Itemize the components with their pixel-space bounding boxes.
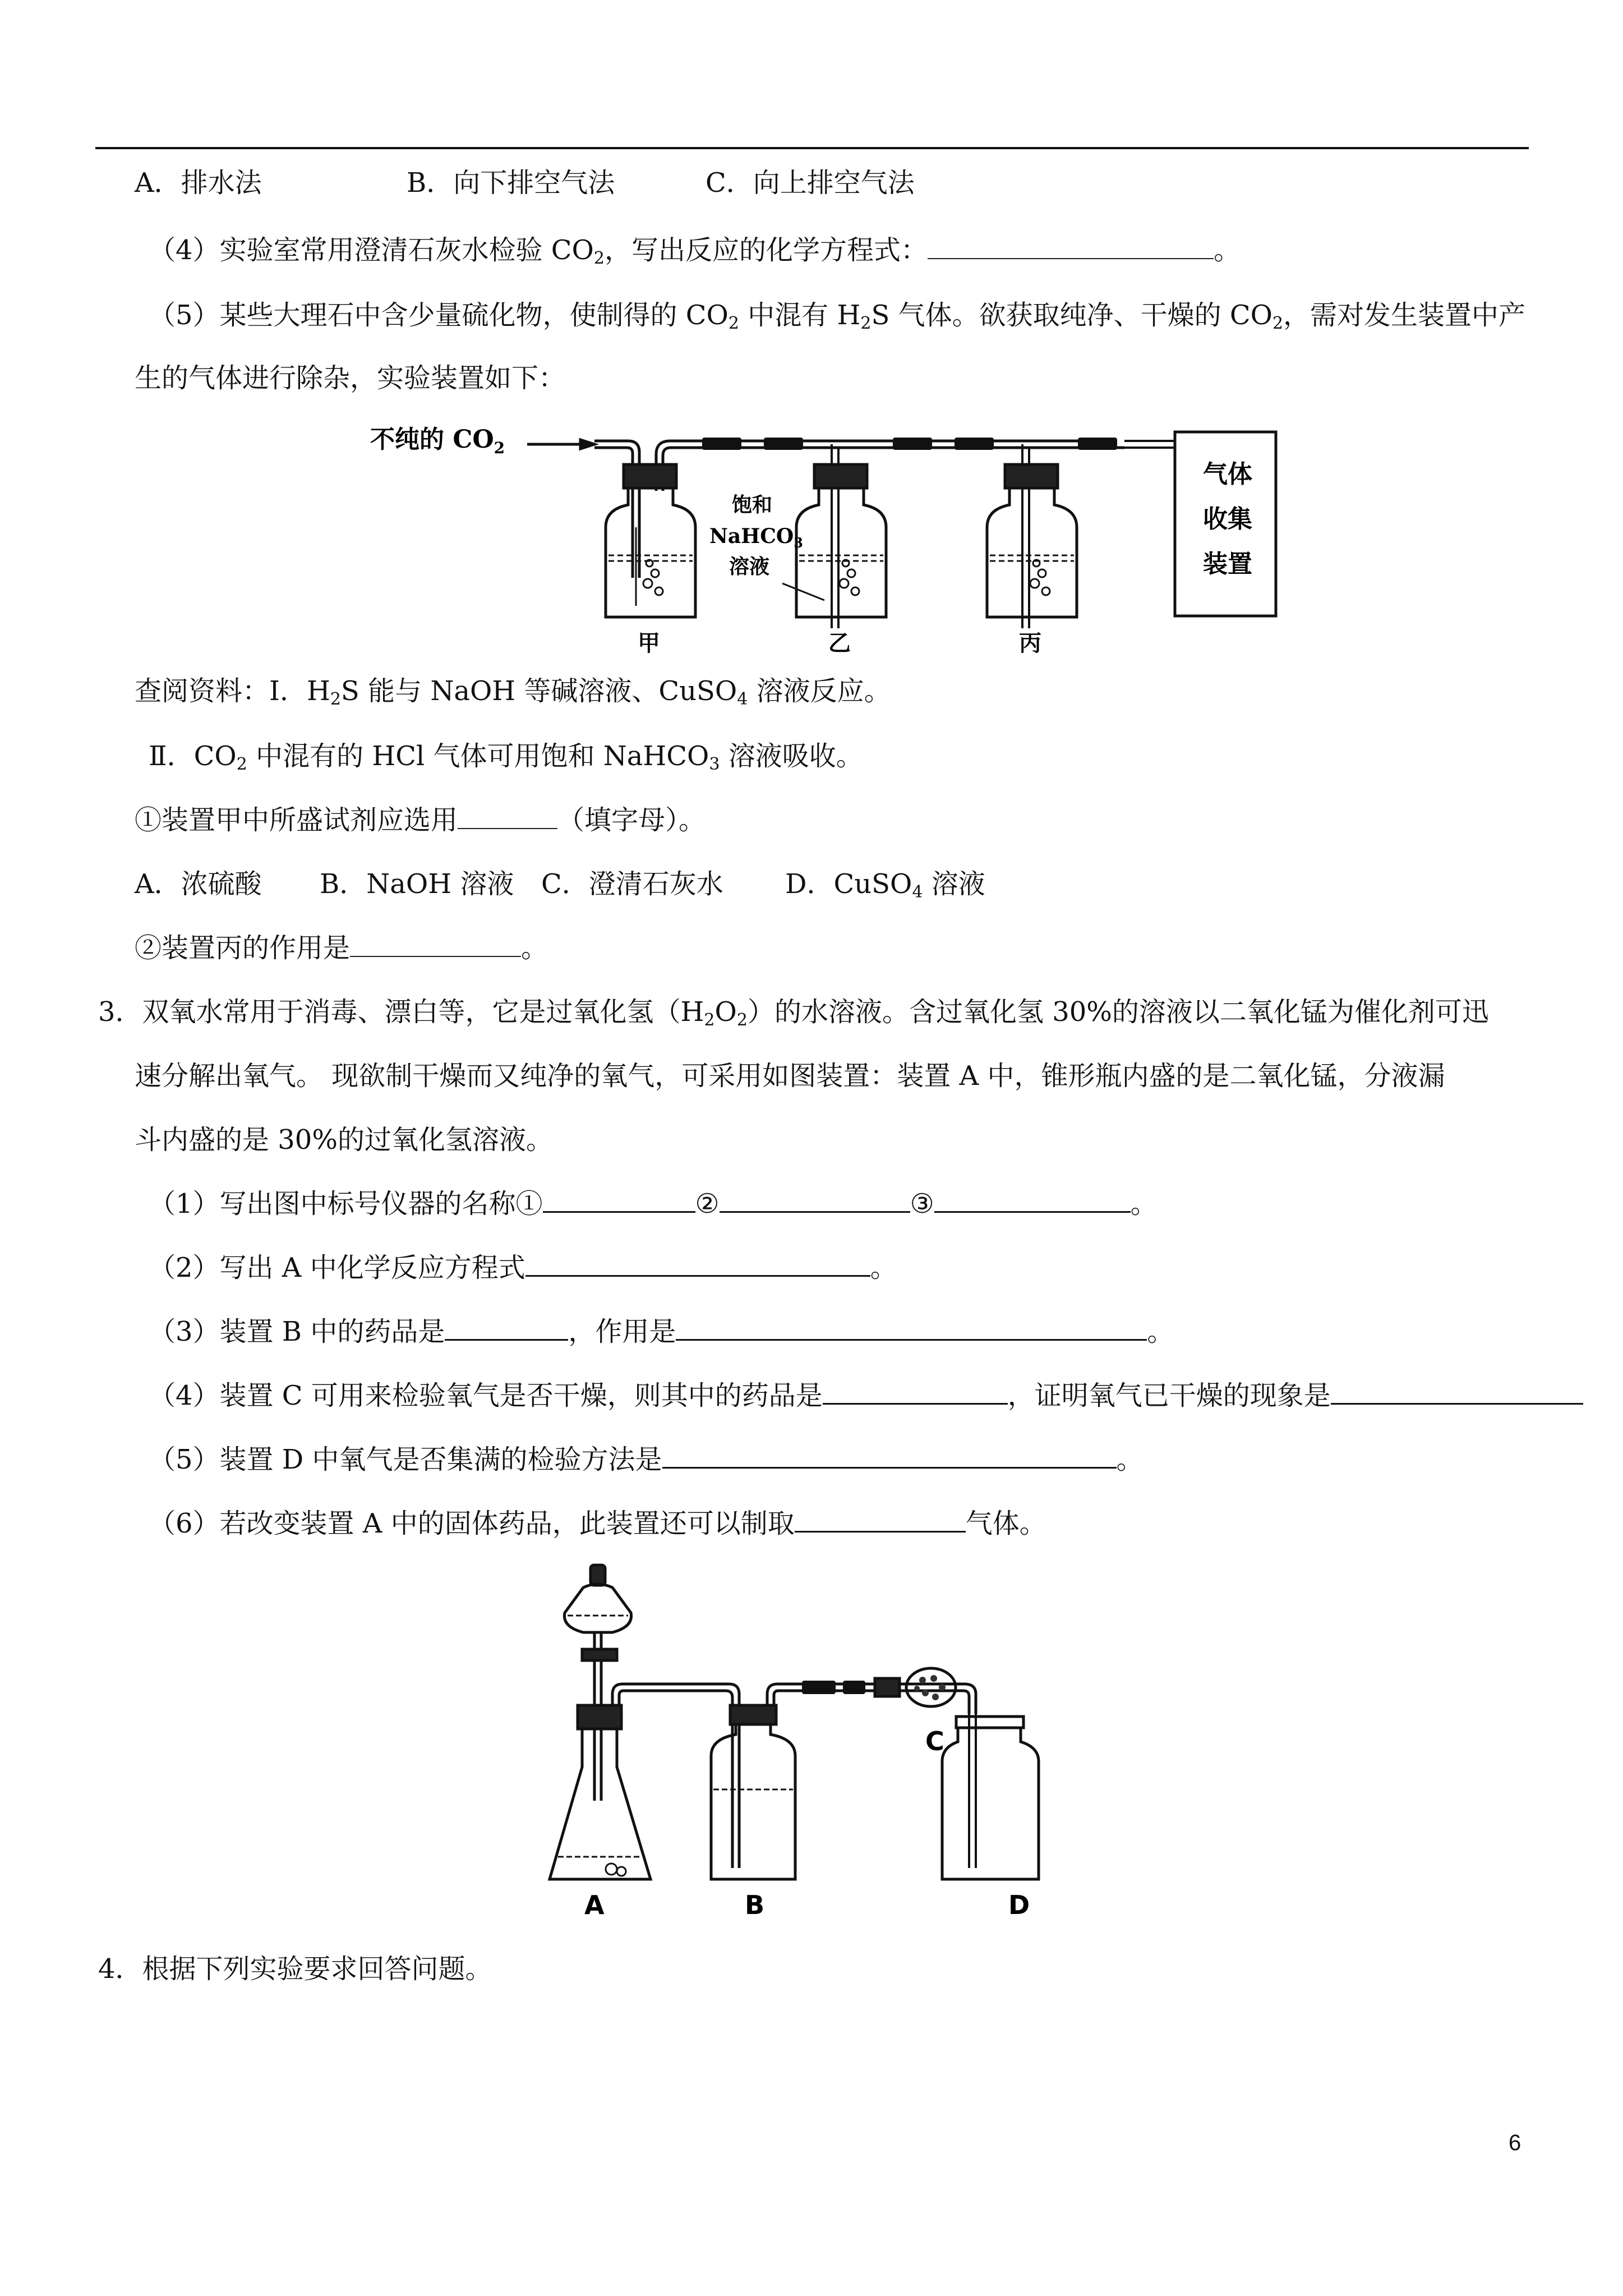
reagent-label-2: NaHCO$_3$: [709, 524, 803, 551]
question-3-3: [149, 1314, 1174, 1350]
text: 溶液吸收。: [720, 740, 863, 772]
text: 溶液: [923, 868, 985, 900]
text: 气体。: [965, 1508, 1046, 1539]
text: ，证明氧气已干燥的现象是: [1007, 1380, 1331, 1411]
text: 生的气体进行除杂，实验装置如下：: [135, 362, 566, 394]
text: （5）装置 D 中氧气是否集满的检验方法是: [149, 1444, 662, 1475]
funnel-stopcock: [582, 1649, 617, 1660]
subscript: 2: [728, 314, 739, 333]
text: ①装置甲中所盛试剂应选用: [135, 804, 458, 836]
option-c: C．向上排空气法: [706, 167, 915, 199]
subscript: 2: [330, 689, 341, 709]
text: S 气体。欲获取纯净、干燥的 CO: [871, 300, 1272, 331]
text: （4）装置 C 可用来检验氧气是否干燥，则其中的药品是: [149, 1380, 823, 1411]
text: 。: [1147, 1316, 1174, 1347]
text: 速分解出氧气。 现欲制干燥而又纯净的氧气，可采用如图装置：装置 A 中，锥形瓶内盛的是二氧化锰，分液漏: [135, 1060, 1445, 1092]
text: 溶液反应。: [748, 675, 891, 707]
question-3-6: [149, 1506, 1046, 1542]
text: B．NaOH 溶液: [320, 868, 514, 900]
text: ③: [910, 1188, 934, 1220]
reagent-label-3: 溶液: [729, 555, 770, 578]
question-3-line3: [135, 1122, 553, 1158]
text: Ⅱ．CO: [149, 740, 237, 772]
oxygen-apparatus-figure: [538, 1554, 1133, 1924]
question-3-line2: [135, 1058, 1445, 1094]
question-2-5: [149, 297, 1525, 333]
label-c: C: [925, 1726, 944, 1756]
question-2-5-line2: [135, 360, 565, 396]
option-a: A．排水法: [135, 167, 262, 199]
option-b: B．向下排空气法: [407, 167, 615, 199]
answer-blank[interactable]: [350, 932, 521, 957]
text: （5）某些大理石中含少量硫化物，使制得的 CO: [149, 300, 728, 331]
subscript: 2: [1272, 314, 1284, 333]
question-3-4: [149, 1378, 1583, 1414]
question-3-1: [149, 1186, 1158, 1222]
bottle-yi-label: 乙: [828, 630, 851, 656]
bottle-d-glass-plate: [956, 1717, 1023, 1728]
text: 。: [1116, 1444, 1144, 1475]
text: （6）若改变装置 A 中的固体药品，此装置还可以制取: [149, 1508, 795, 1539]
option-c-line: [541, 866, 723, 902]
bottle-jia-label: 甲: [638, 630, 660, 656]
funnel-stopper: [591, 1565, 605, 1585]
inlet-arrowhead: [580, 440, 594, 449]
question-4: [98, 1951, 492, 1987]
answer-blank-1[interactable]: [823, 1379, 1008, 1405]
text: （1）写出图中标号仪器的名称①: [149, 1188, 543, 1220]
option-d-line: [785, 866, 985, 902]
answer-blank[interactable]: [928, 234, 1214, 259]
subscript: 2: [704, 1010, 715, 1030]
subscript: 3: [709, 754, 720, 774]
text: 查阅资料：Ⅰ．H: [135, 675, 330, 707]
answer-blank-3[interactable]: [934, 1188, 1131, 1213]
reference-2: [149, 738, 863, 774]
text: C．澄清石灰水: [541, 868, 723, 900]
answer-blank[interactable]: [795, 1507, 966, 1533]
bottle-bing: [987, 464, 1077, 617]
text: （3）装置 B 中的药品是: [149, 1316, 445, 1347]
label-d: D: [1008, 1890, 1030, 1920]
answer-blank[interactable]: [458, 804, 557, 829]
answer-blank-1[interactable]: [543, 1188, 695, 1213]
question-3-line1: [98, 994, 1489, 1030]
text: O: [714, 996, 737, 1028]
text: （2）写出 A 中化学反应方程式: [149, 1252, 525, 1283]
collector-label-2: 收集: [1203, 505, 1252, 533]
text: （4）实验室常用澄清石灰水检验 CO: [149, 234, 594, 266]
collector-label-3: 装置: [1203, 550, 1252, 578]
question-3-2: [149, 1250, 897, 1286]
subscript: 2: [593, 249, 605, 268]
text: ，需对发生装置中产: [1283, 300, 1526, 331]
question-3-5: [149, 1442, 1144, 1478]
text: S 能与 NaOH 等碱溶液、CuSO: [340, 675, 737, 707]
answer-blank-1[interactable]: [445, 1315, 568, 1341]
text: 中混有 H: [739, 300, 861, 331]
text: A．浓硫酸: [135, 868, 262, 900]
text: 。: [521, 932, 548, 964]
option-b-wrap: [407, 165, 615, 201]
subscript: 2: [236, 754, 247, 774]
text: 。: [1130, 1188, 1158, 1220]
question-2-4: [149, 232, 1241, 268]
label-b: B: [745, 1890, 765, 1920]
answer-blank-2[interactable]: [720, 1188, 910, 1213]
text: ②: [695, 1188, 720, 1220]
text: 斗内盛的是 30%的过氧化氢溶液。: [135, 1124, 553, 1156]
text: ）的水溶液。含过氧化氢 30%的溶液以二氧化锰为催化剂可迅: [747, 996, 1489, 1028]
label-a: A: [584, 1890, 605, 1920]
text: ，作用是: [568, 1316, 676, 1347]
text: ，写出反应的化学方程式：: [604, 234, 928, 266]
text: 。: [1214, 234, 1241, 266]
answer-blank[interactable]: [662, 1443, 1117, 1469]
purification-apparatus-figure: [359, 415, 1290, 662]
question-2-5-1: [135, 802, 706, 838]
text: 。: [870, 1252, 897, 1283]
collector-label-1: 气体: [1203, 460, 1252, 489]
gas-collection-bottle-d: [942, 1728, 1039, 1879]
answer-blank-2[interactable]: [1331, 1379, 1583, 1405]
reference-1: [135, 673, 891, 709]
header-rule: [95, 147, 1529, 149]
subscript: 2: [736, 1010, 748, 1030]
text: （填字母）。: [557, 804, 706, 836]
option-c-wrap: [706, 165, 915, 201]
reagent-label-1: 饱和: [732, 493, 773, 517]
subscript: 4: [912, 882, 923, 902]
inlet-label: 不纯的 $CO_2$: [370, 425, 505, 457]
subscript: 4: [737, 689, 748, 709]
option-b-line: [320, 866, 514, 902]
drying-tube-c: [906, 1668, 956, 1706]
bottle-jia: [606, 464, 695, 617]
flask-stopper: [578, 1705, 621, 1729]
question-2-5-2: [135, 930, 548, 966]
text: ②装置丙的作用是: [135, 932, 351, 964]
gas-washing-bottle-b: [711, 1724, 795, 1879]
subscript: 2: [860, 314, 872, 333]
bottle-b-stopper: [730, 1705, 776, 1724]
collect-options: [135, 165, 262, 201]
answer-blank-2[interactable]: [676, 1315, 1147, 1341]
bottle-bing-label: 丙: [1019, 630, 1041, 656]
option-a-line: [135, 866, 262, 902]
page-number: 6: [1509, 2131, 1521, 2155]
answer-blank[interactable]: [525, 1251, 870, 1277]
text: 3．双氧水常用于消毒、漂白等，它是过氧化氢（H: [98, 996, 704, 1028]
funnel-bulb: [564, 1584, 631, 1632]
text: D．CuSO: [785, 868, 912, 900]
text: 中混有的 HCl 气体可用饱和 NaHCO: [247, 740, 709, 772]
text: 4．根据下列实验要求回答问题。: [98, 1953, 492, 1985]
